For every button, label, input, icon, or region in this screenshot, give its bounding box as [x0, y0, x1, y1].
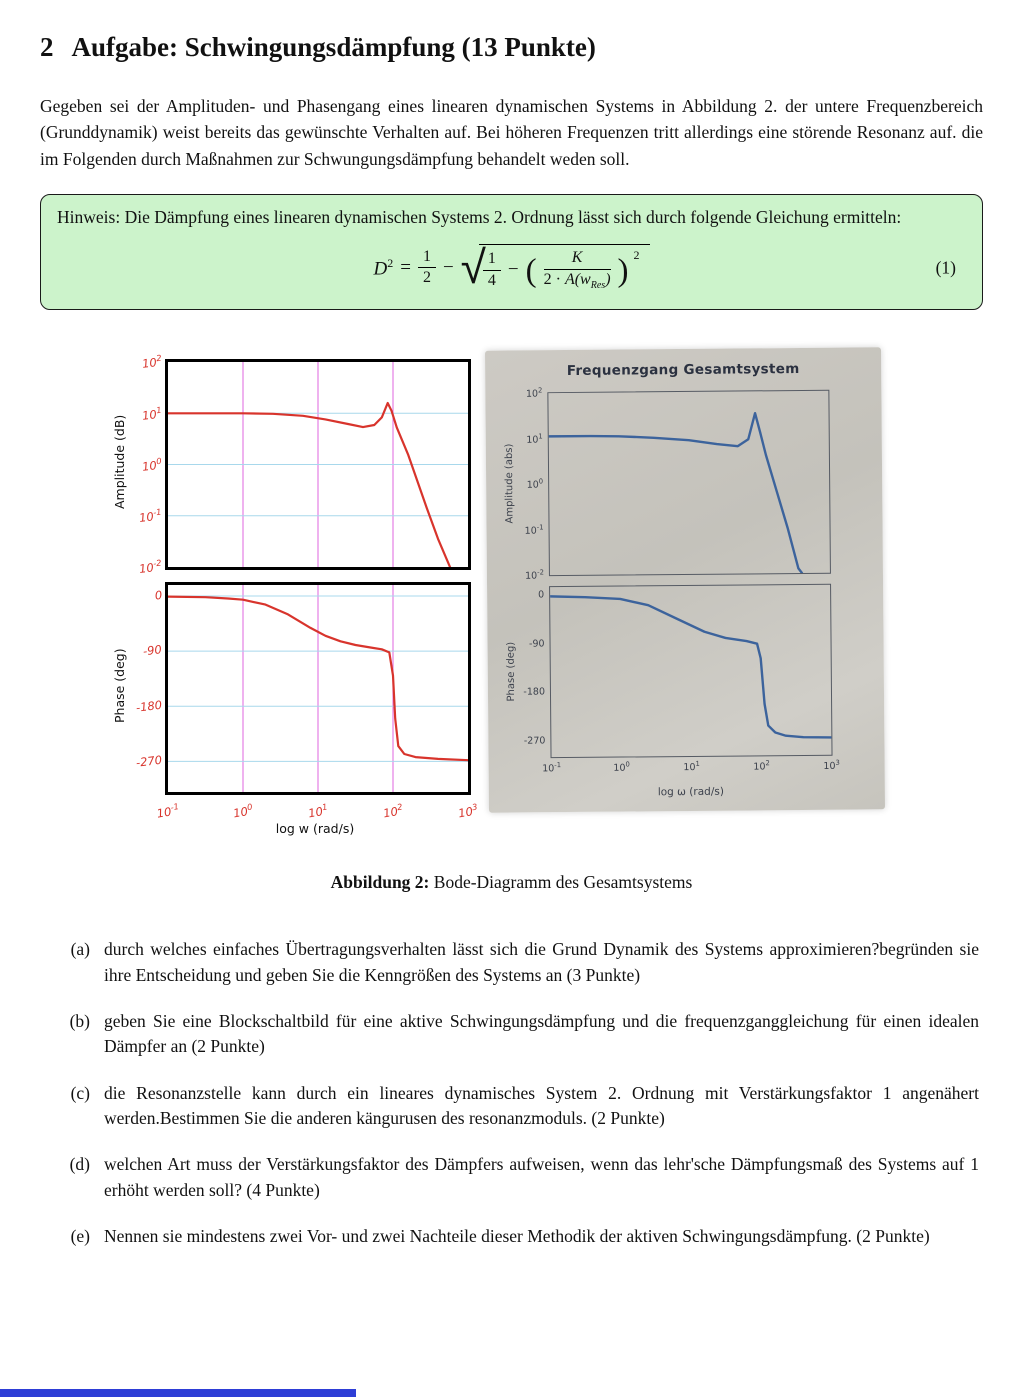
section-title: Aufgabe: Schwingungsdämpfung (13 Punkte): [71, 32, 596, 62]
right-phase-ylabel: Phase (deg): [505, 641, 518, 702]
section-number: 2: [40, 32, 54, 62]
task-label: (c): [70, 1082, 90, 1103]
caption-label: Abbildung 2:: [330, 872, 430, 893]
equation-lhs: D: [373, 257, 388, 279]
task-text: die Resonanzstelle kann durch ein lineares dynamisches System 2. Ordnung mit Verstärkungsfaktor 1 angenähert werden.Bestimmen Sie die anderen kängurusen des resonanzmoduls. (2 Punkte): [104, 1082, 979, 1129]
hint-box: [40, 194, 983, 310]
left-phase-plot: 0 -90 -180 -270 $10^{-1}$ $10^0$ $10^1$ $10^2$ $10^3$: [165, 582, 471, 795]
damping-equation: [373, 239, 649, 294]
figure-bode-diagrams: [40, 344, 983, 844]
task-label: (a): [70, 939, 90, 960]
fraction-one-quarter: $\frac{1}{4}$: [483, 250, 501, 290]
equation-number: (1): [935, 257, 956, 278]
bode-right-photo: [485, 347, 885, 812]
task-item-a: [56, 937, 983, 988]
left-amplitude-ylabel: Amplitude (dB): [112, 414, 127, 509]
right-xaxis-label: log ω (rad/s): [657, 785, 724, 799]
minus-sign: −: [442, 256, 454, 278]
bode-left-sketch: [40, 344, 485, 844]
section-heading: [40, 32, 983, 63]
fraction-one-half: $\frac{1}{2}$: [418, 248, 436, 288]
task-text: geben Sie eine Blockschaltbild für eine aktive Schwingungsdämpfung und die frequenzganggleichung für einen idealen Dämpfer an (2 Punkte): [104, 1010, 979, 1057]
right-amplitude-ylabel: Amplitude (abs): [503, 443, 516, 524]
right-chart-title: Frequenzgang Gesamtsystem: [566, 361, 800, 380]
equation-lhs-exponent: 2: [387, 255, 394, 270]
task-list: [40, 937, 983, 1249]
left-amplitude-plot: $10^2$ $10^1$ $10^0$ $10^{-1}$ $10^{-2}$: [165, 359, 471, 570]
radicand: $\frac{1}{4}$ − ( $\frac{K}{2 \cdot A(w_{Res})}$ ) 2: [479, 244, 650, 291]
hint-text: Hinweis: Die Dämpfung eines linearen dynamischen Systems 2. Ordnung lässt sich durch folgende Gleichung ermitteln:: [57, 206, 902, 227]
bottom-blue-bar: [0, 1389, 356, 1397]
outer-exponent: 2: [633, 247, 640, 262]
left-xaxis-label: log w (rad/s): [275, 821, 355, 837]
task-text: Nennen sie mindestens zwei Vor- und zwei Nachteile dieser Methodik der aktiven Schwingungsdämpfung. (2 Punkte): [104, 1226, 930, 1247]
task-item-b: [56, 1009, 983, 1060]
fraction-k-term: $\frac{K}{2 \cdot A(w_{Res})}$: [543, 249, 611, 291]
task-text: welchen Art muss der Verstärkungsfaktor des Dämpfers aufweisen, wenn das lehr'sche Dämpfungsmaß des Systems auf 1 erhöht werden soll? (4 Punkte): [104, 1154, 979, 1200]
square-root: √ $\frac{1}{4}$ − ( $\frac{K}{2 \cdot A(w_{Res})}$ ) 2: [461, 244, 650, 291]
right-amplitude-plot: $10^2$ $10^1$ $10^0$ $10^{-1}$ $10^{-2}$: [547, 390, 831, 576]
minus-sign-inner: −: [507, 259, 519, 281]
task-label: (d): [69, 1154, 90, 1175]
equals-sign: =: [400, 256, 411, 278]
figure-caption: [40, 872, 983, 893]
equation-row: [57, 239, 966, 294]
caption-text: Bode-Diagramm des Gesamtsystems: [429, 872, 693, 893]
left-phase-ylabel: Phase (deg): [112, 648, 127, 724]
task-label: (e): [70, 1226, 90, 1247]
right-phase-plot: 0 -90 -180 -270 $10^{-1}$ $10^0$ $10^1$ $10^2$ $10^3$: [549, 584, 832, 758]
task-item-e: [56, 1224, 983, 1249]
intro-paragraph: Gegeben sei der Amplituden- und Phasengang eines linearen dynamischen Systems in Abbildung 2. der untere Frequenzbereich (Grunddynamik) weist bereits das gewünschte Verhalten auf. Bei höheren Frequenzen tritt allerdings eine störende Resonanz auf. die im Folgenden durch Maßnahmen zur Schwungungsdämpfung behandelt weden soll.: [40, 96, 983, 169]
task-label: (b): [69, 1010, 90, 1031]
task-item-d: [56, 1152, 983, 1203]
task-item-c: [56, 1081, 983, 1132]
task-text: durch welches einfaches Übertragungsverhalten lässt sich die Grund Dynamik des Systems approximieren?begründen sie ihre Entscheidung und geben Sie die Kenngrößen des Systems an (3 Punkte): [104, 939, 979, 985]
